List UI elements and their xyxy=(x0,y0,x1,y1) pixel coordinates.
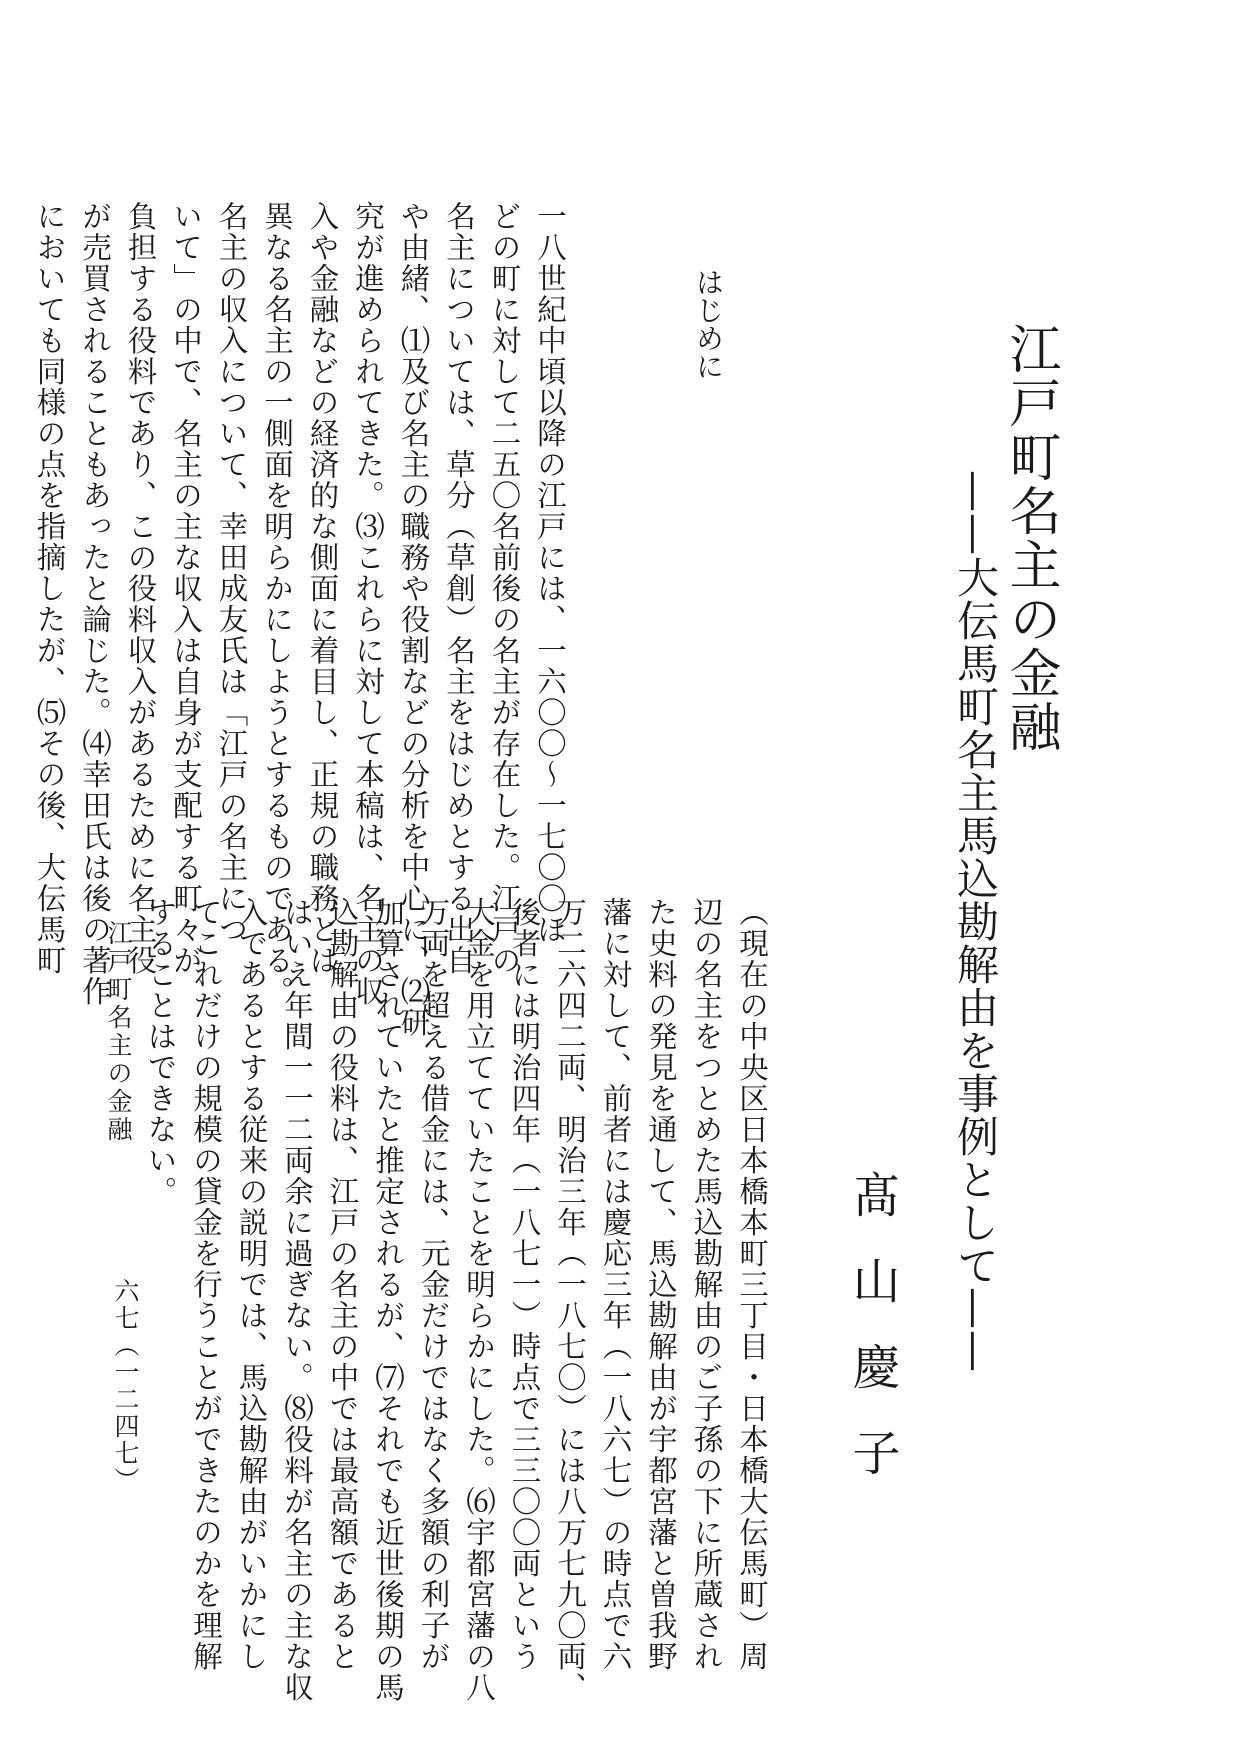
page-number: 六七（一二四七） xyxy=(111,1278,140,1494)
body-text-lower xyxy=(137,897,774,1703)
text-column: 名主については、草分（草創）名主をはじめとする出自 xyxy=(442,201,476,976)
text-column: 藩に対して、前者には慶応三年（一八六七）の時点で六 xyxy=(598,897,633,1672)
section-heading: はじめに xyxy=(692,268,725,380)
text-column: どの町に対して二五〇名前後の名主が存在した。江戸の xyxy=(487,201,522,976)
article-subtitle: ——大伝馬町名主馬込勘解由を事例として—— xyxy=(951,470,1000,1373)
text-column: 万両を超える借金には、元金だけではなく多額の利子が xyxy=(416,897,451,1672)
text-column: 入や金融などの経済的な側面に着目し、正規の職務とは xyxy=(305,201,340,976)
text-column: が売買されることもあったと論じた。⑷幸田氏は後の著作 xyxy=(78,201,112,1007)
text-column: 異なる名主の一側面を明らかにしようとするものである。 xyxy=(260,201,294,1007)
text-column: いて」の中で、名主の主な収入は自身が支配する町々が xyxy=(169,201,203,976)
text-column: 負担する役料であり、この役料収入があるために名主役 xyxy=(123,201,158,976)
text-column: 入であるとする従来の説明では、馬込勘解由がいかにし xyxy=(234,897,269,1672)
text-column: 究が進められてきた。⑶これらに対して本稿は、名主の収 xyxy=(351,201,385,1007)
text-column: 辺の名主をつとめた馬込勘解由のご子孫の下に所蔵され xyxy=(689,897,724,1672)
text-column: （現在の中央区日本橋本町三丁目・日本橋大伝馬町）周 xyxy=(735,897,769,1672)
text-column: た史料の発見を通して、馬込勘解由が宇都宮藩と曽我野 xyxy=(644,897,678,1672)
text-column: 込勘解由の役料は、江戸の名主の中では最高額であると xyxy=(325,897,360,1672)
text-column: 万二六四二両、明治三年（一八七〇）には八万七九〇両、 xyxy=(553,897,587,1703)
text-column: や由緒、⑴及び名主の職務や役割などの分析を中心に、⑵研 xyxy=(396,201,431,1038)
article-title: 江戸町名主の金融 xyxy=(1000,322,1060,754)
text-column: 名主の収入について、幸田成友氏は「江戸の名主につ xyxy=(214,201,249,945)
text-column: 一八世紀中頃以降の江戸には、一六〇〇～一七〇〇ほ xyxy=(533,201,567,945)
text-column: することはできない。 xyxy=(143,897,178,1207)
text-column: 加算されていたと推定されるが、⑺それでも近世後期の馬 xyxy=(371,897,405,1703)
text-column: 大金を用立てていたことを明らかにした。⑹宇都宮藩の八 xyxy=(462,897,496,1703)
text-column: 後者には明治四年（一八七一）時点で三三〇〇両という xyxy=(507,897,542,1672)
text-column: はいえ年間一一二両余に過ぎない。⑻役料が名主の主な収 xyxy=(280,897,314,1703)
text-column: てこれだけの規模の貸金を行うことができたのかを理解 xyxy=(189,897,223,1672)
running-title: 江戸町名主の金融 xyxy=(104,920,133,1144)
text-column: においても同様の点を指摘したが、⑸その後、大伝馬町 xyxy=(32,201,67,976)
author-name: 髙山慶子 xyxy=(844,1170,900,1514)
